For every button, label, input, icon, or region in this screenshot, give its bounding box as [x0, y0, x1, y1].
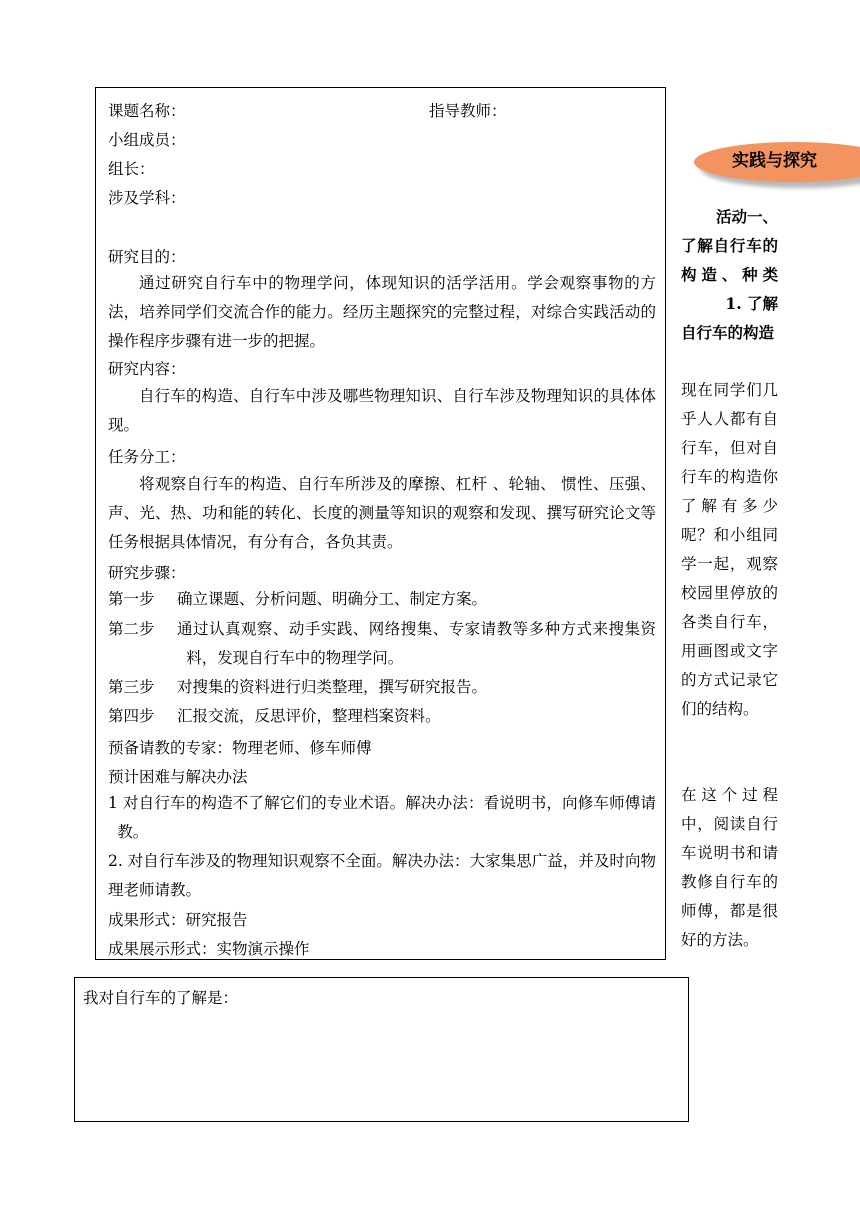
activity-title-line1: 活动一、	[715, 207, 778, 226]
section-title-line2: 自行车的构造	[681, 323, 775, 342]
activity-title	[681, 202, 778, 289]
step-label: 第二步	[108, 620, 155, 638]
advisor-label: 指导教师：	[429, 102, 507, 120]
step-text: 对搜集的资料进行归类整理，撰写研究报告。	[177, 678, 488, 696]
bicycle-notes-box	[74, 977, 689, 1122]
experts-text: 预备请教的专家：物理老师、修车师傅	[108, 739, 372, 757]
step-row	[108, 673, 656, 702]
step-label: 第一步	[108, 590, 155, 608]
difficulties-heading: 预计困难与解决办法	[108, 768, 248, 786]
purpose-heading: 研究目的：	[108, 248, 186, 266]
subjects-label: 涉及学科：	[108, 189, 186, 207]
group-members-label: 小组成员：	[108, 131, 186, 149]
tasks-text: 将观察自行车的构造、自行车所涉及的摩擦、杠杆 、轮轴、 惯性、压强、声、光、热、功和能的转化、长度的测量等知识的观察和发现、撰写研究论文等任务根据具体情况，有分有合，各负其责。	[108, 475, 656, 551]
step-row	[108, 615, 656, 673]
step-text: 汇报交流，反思评价，整理档案资料。	[177, 707, 441, 725]
steps-heading: 研究步骤：	[108, 564, 186, 582]
difficulty-item-2: 2. 对自行车涉及的物理知识观察不全面。解决办法：大家集思广益，并及时向物理老师请教。	[108, 852, 656, 899]
step-label: 第四步	[108, 707, 155, 725]
section-title-line1: 1. 了解	[725, 294, 778, 313]
step-row	[108, 702, 656, 731]
section-title	[681, 289, 778, 347]
step-row	[108, 585, 656, 614]
sidebar-paragraph-2: 在这个过程中，阅读自行车说明书和请教修自行车的师傅，都是很好的方法。	[681, 786, 778, 949]
result-display: 成果展示形式：实物演示操作	[108, 940, 310, 958]
tasks-heading: 任务分工：	[108, 448, 186, 466]
purpose-text: 通过研究自行车中的物理学问，体现知识的活学活用。学会观察事物的方法，培养同学们交流合作的能力。经历主题探究的完整过程，对综合实践活动的操作程序步骤有进一步的把握。	[108, 274, 656, 350]
content-heading: 研究内容：	[108, 360, 186, 378]
result-form: 成果形式：研究报告	[108, 911, 248, 929]
activity-title-line2: 了解自行车的构造、种类	[681, 236, 778, 284]
difficulty-item-1: 1 对自行车的构造不了解它们的专业术语。解决办法：看说明书，向修车师傅请教。	[108, 794, 656, 841]
banner-title: 实践与探究	[732, 151, 817, 171]
topic-name-label: 课题名称：	[108, 102, 186, 120]
notes-prompt: 我对自行车的了解是：	[83, 989, 239, 1007]
step-text: 确立课题、分析问题、明确分工、制定方案。	[177, 590, 488, 608]
research-plan-box	[95, 87, 666, 960]
step-label: 第三步	[108, 678, 155, 696]
group-leader-label: 组长：	[108, 160, 155, 178]
content-text: 自行车的构造、自行车中涉及哪些物理知识、自行车涉及物理知识的具体体现。	[108, 387, 656, 434]
sidebar-paragraph-1: 现在同学们几乎人人都有自行车，但对自行车的构造你了解有多少呢？和小组同学一起，观察校园里停放的各类自行车，用画图或文字的方式记录它们的结构。	[681, 381, 778, 718]
step-text: 通过认真观察、动手实践、网络搜集、专家请教等多种方式来搜集资料，发现自行车中的物理学问。	[177, 620, 656, 667]
